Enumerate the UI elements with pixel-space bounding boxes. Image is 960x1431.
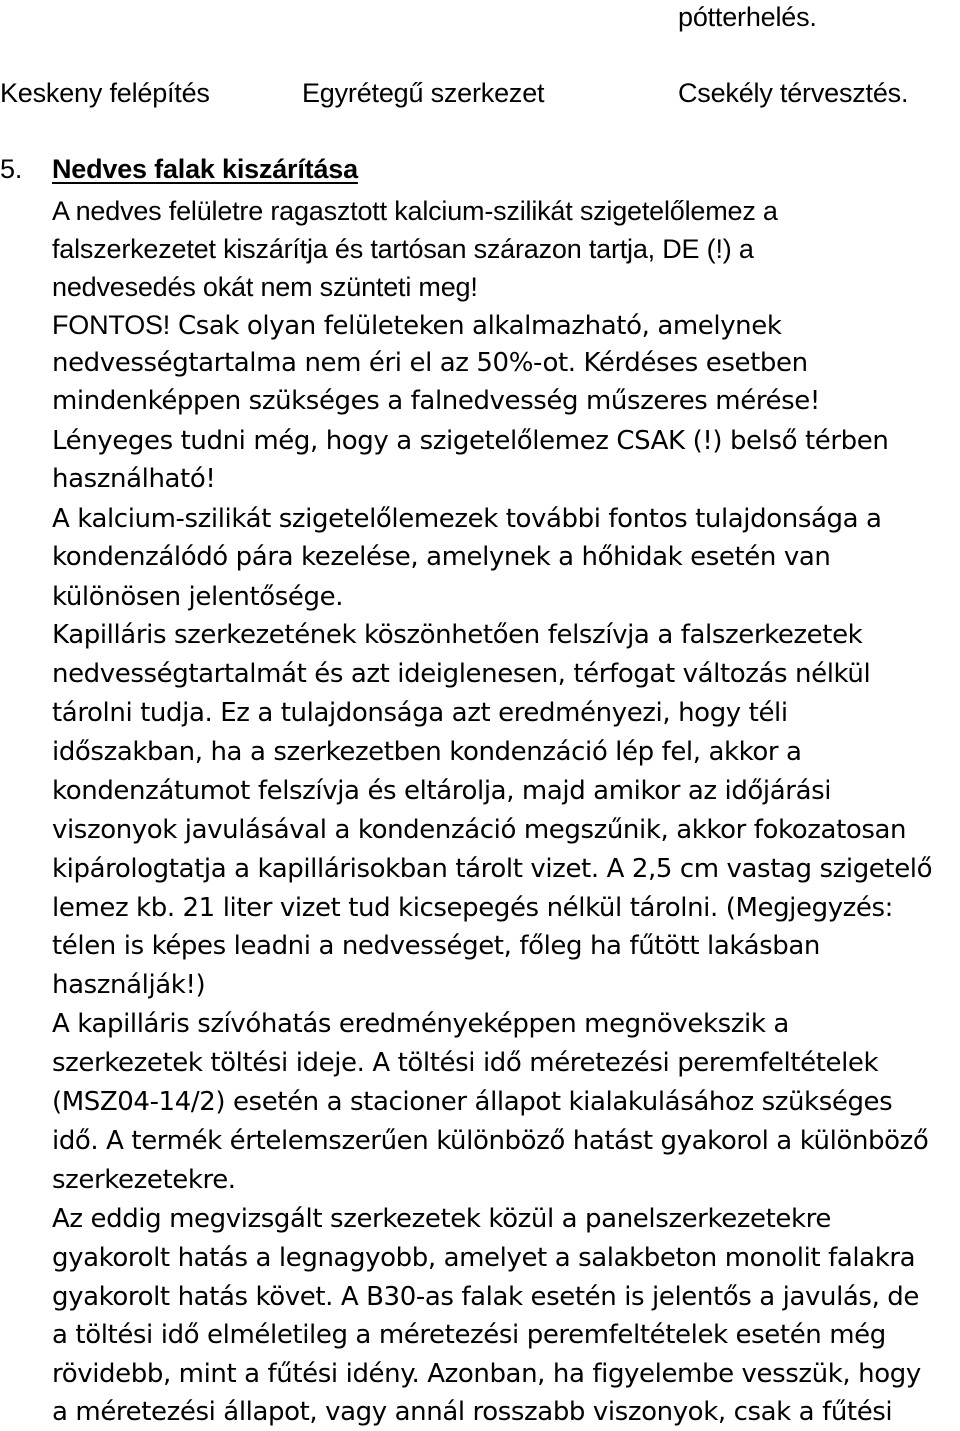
paragraph-line: használható! <box>52 464 216 494</box>
paragraph-line: falszerkezetet kiszárítja és tartósan szárazon tartja, DE (!) a <box>52 234 754 264</box>
fontos-line <box>52 306 782 345</box>
paragraph-line: Az eddig megvizsgált szerkezetek közül a panelszerkezetekre <box>52 1204 831 1234</box>
paragraph-line: (MSZ04-14/2) esetén a stacioner állapot kialakulásához szükséges <box>52 1087 893 1117</box>
fontos-text: Csak olyan felületeken alkalmazható, amelynek <box>170 311 782 341</box>
paragraph-line: A kalcium-szilikát szigetelőlemezek további fontos tulajdonsága a <box>52 504 882 534</box>
paragraph-line: kondenzátumot felszívja és eltárolja, majd amikor az időjárási <box>52 776 832 806</box>
paragraph-line: tárolni tudja. Ez a tulajdonsága azt eredményezi, hogy téli <box>52 698 788 728</box>
paragraph-line: rövidebb, mint a fűtési idény. Azonban, ha figyelembe vesszük, hogy <box>52 1359 921 1389</box>
table-cell-3: Csekély térvesztés. <box>678 78 909 108</box>
paragraph-line: lemez kb. 21 liter vizet tud kicsepegés nélkül tárolni. (Megjegyzés: <box>52 893 894 923</box>
paragraph-line: Kapilláris szerkezetének köszönhetően felszívja a falszerkezetek <box>52 620 863 650</box>
paragraph-line: időszakban, ha a szerkezetben kondenzáció lép fel, akkor a <box>52 737 802 767</box>
paragraph-line: a töltési idő elméletileg a méretezési peremfeltételek esetén még <box>52 1320 886 1350</box>
paragraph-line: nedvességtartalmát és azt ideiglenesen, térfogat változás nélkül <box>52 659 871 689</box>
paragraph-line: A nedves felületre ragasztott kalcium-szilikát szigetelőlemez a <box>52 196 778 226</box>
paragraph-line: mindenképpen szükséges a falnedvesség műszeres mérése! <box>52 386 820 416</box>
paragraph-line: kondenzálódó pára kezelése, amelynek a hőhidak esetén van <box>52 542 831 572</box>
paragraph-line: különösen jelentősége. <box>52 582 344 612</box>
paragraph-line: gyakorolt hatás a legnagyobb, amelyet a salakbeton monolit falakra <box>52 1243 916 1273</box>
paragraph-line: nedvességtartalma nem éri el az 50%-ot. Kérdéses esetben <box>52 348 808 378</box>
top-line: pótterhelés. <box>678 2 817 32</box>
paragraph-line: használják!) <box>52 970 206 1000</box>
paragraph-line: Lényeges tudni még, hogy a szigetelőlemez CSAK (!) belső térben <box>52 426 889 456</box>
section-number: 5. <box>0 154 23 184</box>
section-title: Nedves falak kiszárítása <box>52 154 358 184</box>
paragraph-line: A kapilláris szívóhatás eredményeképpen megnövekszik a <box>52 1009 789 1039</box>
paragraph-line: kipárologtatja a kapillárisokban tárolt vizet. A 2,5 cm vastag szigetelő <box>52 854 933 884</box>
paragraph-line: szerkezetek töltési ideje. A töltési idő méretezési peremfeltételek <box>52 1048 879 1078</box>
paragraph-line: viszonyok javulásával a kondenzáció megszűnik, akkor fokozatosan <box>52 815 907 845</box>
fontos-label: FONTOS! <box>52 310 171 340</box>
paragraph-line: idő. A termék értelemszerűen különböző hatást gyakorol a különböző <box>52 1126 929 1156</box>
paragraph-line: a méretezési állapot, vagy annál rosszabb viszonyok, csak a fűtési <box>52 1397 893 1427</box>
paragraph-line: gyakorolt hatás követ. A B30-as falak esetén is jelentős a javulás, de <box>52 1282 920 1312</box>
paragraph-line: télen is képes leadni a nedvességet, főleg ha fűtött lakásban <box>52 931 820 961</box>
paragraph-line: nedvesedés okát nem szünteti meg! <box>52 272 478 302</box>
paragraph-line: szerkezetekre. <box>52 1165 236 1195</box>
table-cell-1: Keskeny felépítés <box>0 78 210 108</box>
table-cell-2: Egyrétegű szerkezet <box>302 78 545 108</box>
